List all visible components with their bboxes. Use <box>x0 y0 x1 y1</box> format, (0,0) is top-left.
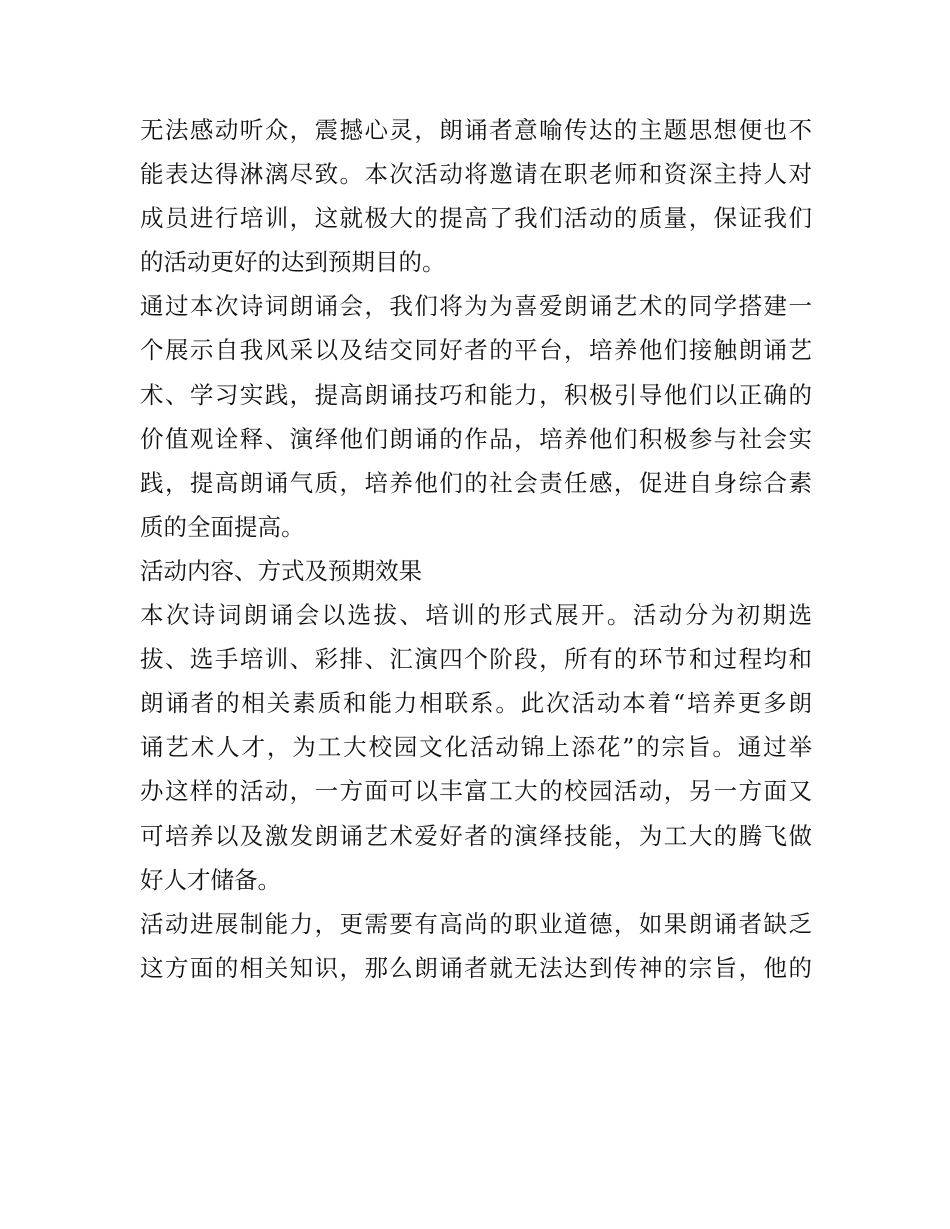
text-line: 本次诗词朗诵会以选拔、培训的形式展开。活动分为初期选 <box>140 601 812 630</box>
text-line: 术、学习实践，提高朗诵技巧和能力，积极引导他们以正确的 <box>140 380 812 409</box>
text-line: 通过本次诗词朗诵会，我们将为为喜爱朗诵艺术的同学搭建一 <box>140 292 812 321</box>
text-line: 成员进行培训，这就极大的提高了我们活动的质量，保证我们 <box>140 204 812 233</box>
text-line: 活动进展制能力，更需要有高尚的职业道德，如果朗诵者缺乏 <box>140 909 812 938</box>
text-line: 价值观诠释、演绎他们朗诵的作品，培养他们积极参与社会实 <box>140 424 812 453</box>
text-line: 朗诵者的相关素质和能力相联系。此次活动本着“培养更多朗 <box>140 689 812 718</box>
text-line: 无法感动听众，震撼心灵，朗诵者意喻传达的主题思想便也不 <box>140 116 812 144</box>
text-line: 的活动更好的达到预期目的。 <box>140 248 446 277</box>
text-line: 可培养以及激发朗诵艺术爱好者的演绎技能，为工大的腾飞做 <box>140 821 812 850</box>
text-line: 这方面的相关知识，那么朗诵者就无法达到传神的宗旨，他的 <box>140 953 812 982</box>
text-line: 能表达得淋漓尽致。本次活动将邀请在职老师和资深主持人对 <box>140 160 812 189</box>
text-line: 践，提高朗诵气质，培养他们的社会责任感，促进自身综合素 <box>140 468 812 497</box>
section-heading: 活动内容、方式及预期效果 <box>140 556 422 585</box>
document-body <box>140 108 812 990</box>
text-line: 质的全面提高。 <box>140 512 305 541</box>
text-line: 个展示自我风采以及结交同好者的平台，培养他们接触朗诵艺 <box>140 336 812 365</box>
text-line: 办这样的活动，一方面可以丰富工大的校园活动，另一方面又 <box>140 777 812 806</box>
text-line: 好人才储备。 <box>140 865 281 894</box>
text-line: 拔、选手培训、彩排、汇演四个阶段，所有的环节和过程均和 <box>140 645 812 674</box>
text-line: 诵艺术人才，为工大校园文化活动锦上添花”的宗旨。通过举 <box>140 733 812 762</box>
